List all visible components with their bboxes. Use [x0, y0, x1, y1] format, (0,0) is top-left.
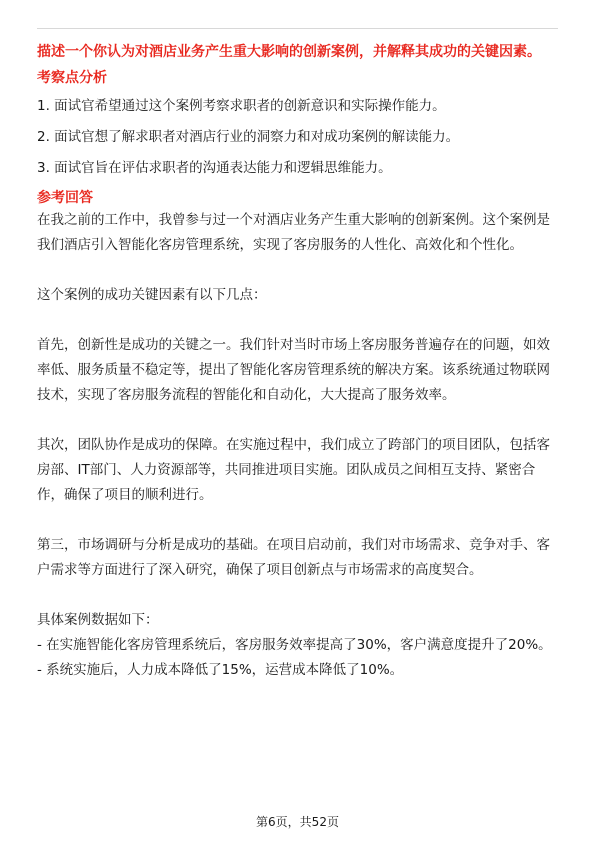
- answer-paragraph: 在我之前的工作中，我曾参与过一个对酒店业务产生重大影响的创新案例。这个案例是我们酒店引入智能化客房管理系统，实现了客房服务的人性化、高效化和个性化。: [37, 212, 550, 253]
- data-bullet: - 在实施智能化客房管理系统后，客房服务效率提高了30%，客户满意度提升了20%。: [37, 637, 552, 653]
- reference-heading: 参考回答: [37, 190, 93, 206]
- question-title: 描述一个你认为对酒店业务产生重大影响的创新案例，并解释其成功的关键因素。: [37, 44, 541, 60]
- page-number: 第6页，共52页: [256, 815, 339, 829]
- answer-paragraph: 其次，团队协作是成功的保障。在实施过程中，我们成立了跨部门的项目团队，包括客房部、IT部门、人力资源部等，共同推进项目实施。团队成员之间相互支持、紧密合作，确保了项目的顺利进行。: [37, 437, 550, 503]
- paragraph-spacer: [37, 508, 558, 533]
- analysis-point-list: [37, 96, 558, 178]
- answer-paragraph: 第三，市场调研与分析是成功的基础。在项目启动前，我们对市场需求、竞争对手、客户需求等方面进行了深入研究，确保了项目创新点与市场需求的高度契合。: [37, 537, 550, 578]
- data-intro: 具体案例数据如下：: [37, 612, 159, 628]
- answer-paragraph: 这个案例的成功关键因素有以下几点：: [37, 287, 267, 303]
- answer-paragraph: 首先，创新性是成功的关键之一。我们针对当时市场上客房服务普遍存在的问题，如效率低、服务质量不稳定等，提出了智能化客房管理系统的解决方案。该系统通过物联网技术，实现了客房服务流程的智能化和自动化，大大提高了服务效率。: [37, 337, 550, 403]
- data-bullet: - 系统实施后，人力成本降低了15%，运营成本降低了10%。: [37, 662, 404, 678]
- analysis-point: 3. 面试官旨在评估求职者的沟通表达能力和逻辑思维能力。: [37, 160, 392, 176]
- paragraph-spacer: [37, 308, 558, 333]
- analysis-point: 2. 面试官想了解求职者对酒店行业的洞察力和对成功案例的解读能力。: [37, 129, 460, 145]
- paragraph-spacer: [37, 258, 558, 283]
- header-divider: [37, 28, 558, 29]
- paragraph-spacer: [37, 583, 558, 608]
- paragraph-spacer: [37, 408, 558, 433]
- analysis-heading: 考察点分析: [37, 70, 107, 86]
- analysis-point: 1. 面试官希望通过这个案例考察求职者的创新意识和实际操作能力。: [37, 98, 446, 114]
- document-body: [37, 42, 558, 683]
